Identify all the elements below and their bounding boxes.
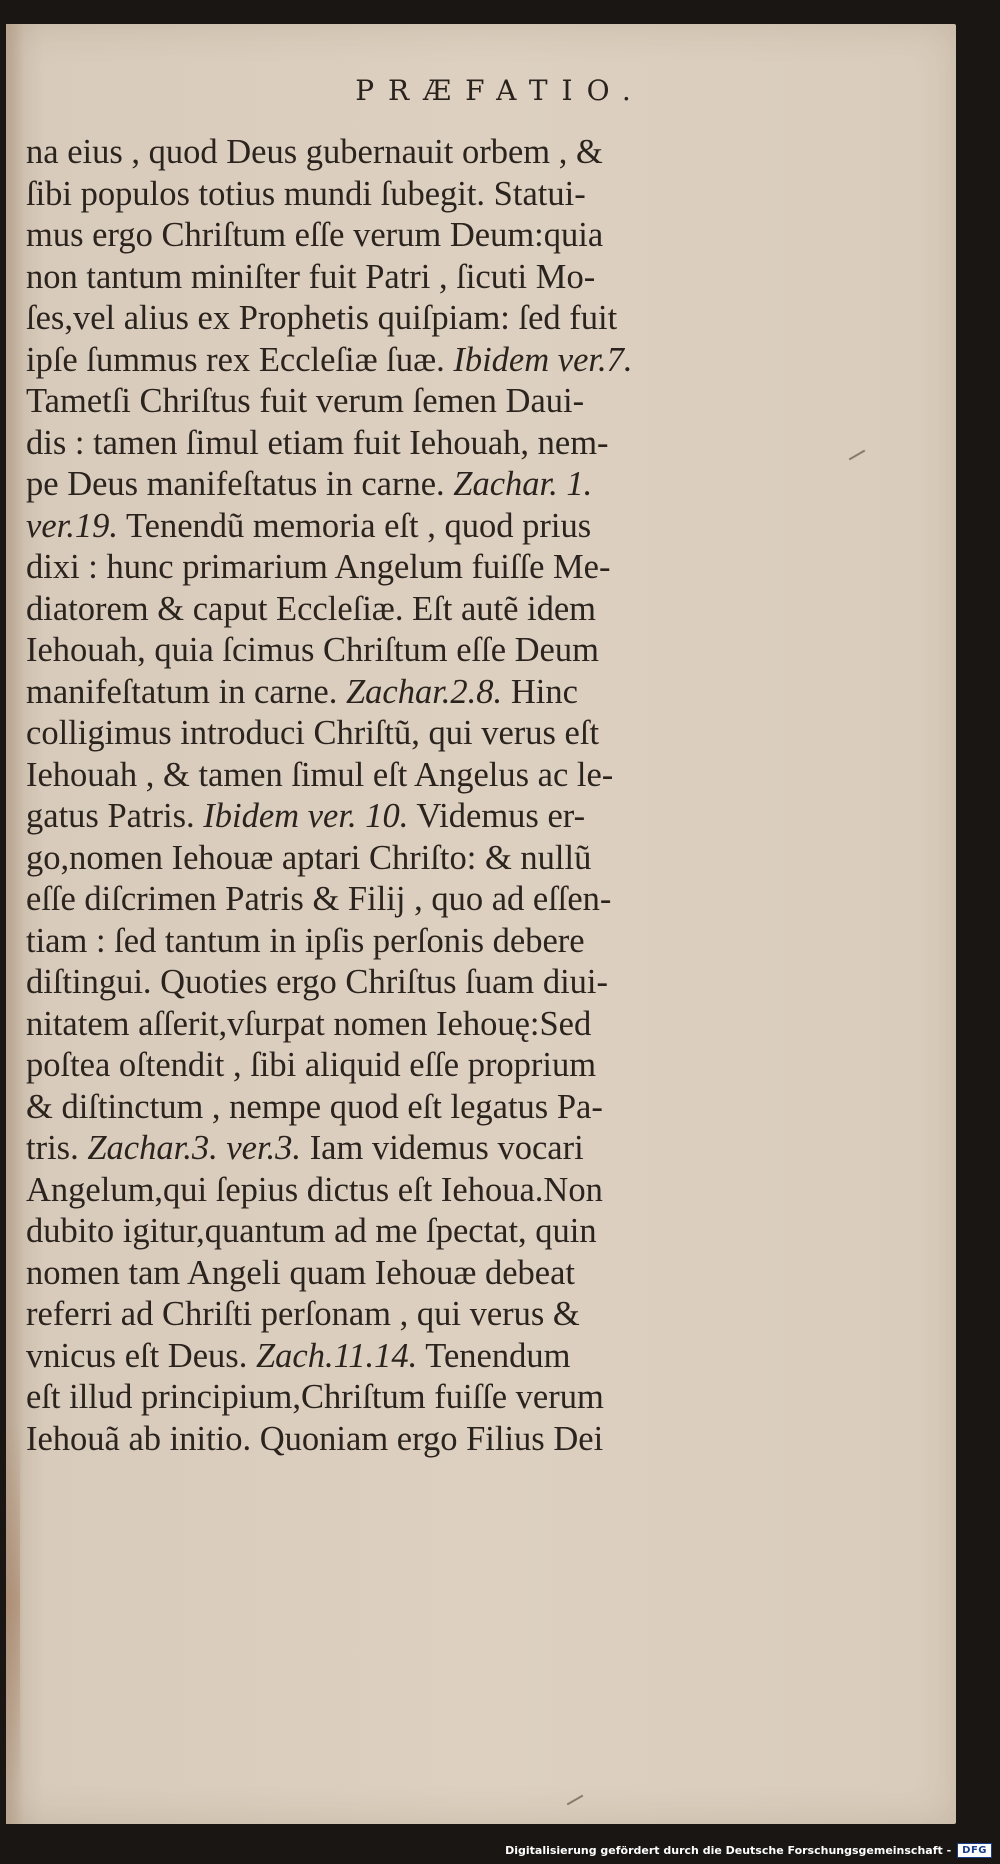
text-line: referri ad Chriſti perſonam , qui verus &: [26, 1295, 580, 1333]
text-line: eſſe diſcrimen Patris & Filij , quo ad eſſen-: [26, 880, 612, 918]
text-line: Angelum,qui ſepius dictus eſt Iehoua.Non: [26, 1170, 603, 1209]
scripture-reference: Ibidem ver. 10.: [203, 797, 409, 835]
text-line: dis : tamen ſimul etiam fuit Iehouah, nem-: [26, 423, 609, 462]
scripture-reference: Zachar.3. ver.3.: [87, 1129, 302, 1167]
text-line: Iehouah, quia ſcimus Chriſtum eſſe Deum: [26, 631, 599, 669]
text-line: dixi : hunc primarium Angelum fuiſſe Me-: [26, 548, 611, 586]
dfg-logo: DFG: [957, 1843, 992, 1858]
text-line: & diſtinctum , nempe quod eſt legatus Pa-: [26, 1087, 603, 1126]
text-line: Iehouã ab initio. Quoniam ergo Filius Dei: [26, 1419, 604, 1458]
text-line: ipſe ſummus rex Eccleſiæ ſuæ. Ibidem ver.7.: [26, 340, 633, 379]
text-line: diſtingui. Quoties ergo Chriſtus ſuam diui-: [26, 963, 609, 1001]
text-line: go,nomen Iehouæ aptari Chriſto: & nullũ: [26, 838, 592, 877]
text-line: manifeſtatum in carne. Zachar.2.8. Hinc: [26, 672, 578, 711]
scripture-reference: Ibidem ver.7.: [453, 340, 633, 379]
ink-mark: [849, 450, 866, 461]
text-line: tiam : ſed tantum in ipſis perſonis debere: [26, 921, 585, 960]
text-line: mus ergo Chriſtum eſſe verum Deum:quia: [26, 216, 604, 254]
text-line: pe Deus manifeſtatus in carne. Zachar. 1.: [26, 465, 593, 503]
text-line: poſtea oſtendit , ſibi aliquid eſſe proprium: [26, 1046, 597, 1084]
credit-text: Digitalisierung gefördert durch die Deutsche Forschungsgemeinschaft -: [505, 1843, 952, 1857]
text-line: ver.19. Tenendũ memoria eſt , quod prius: [26, 506, 592, 545]
text-line: ſibi populos totius mundi ſubegit. Statui-: [26, 174, 586, 213]
scripture-reference: ver.19.: [26, 506, 118, 545]
ink-mark: [567, 1795, 584, 1806]
digitization-credit: [505, 1840, 992, 1860]
text-line: dubito igitur,quantum ad me ſpectat, quin: [26, 1212, 597, 1250]
text-line: tris. Zachar.3. ver.3. Iam videmus vocari: [26, 1129, 584, 1167]
page-stain: [6, 1424, 20, 1784]
text-line: nitatem aſſerit,vſurpat nomen Iehouę:Sed: [26, 1004, 592, 1043]
text-line: gatus Patris. Ibidem ver. 10. Videmus er-: [26, 797, 586, 835]
scripture-reference: Zach.11.14.: [255, 1336, 418, 1375]
text-line: ſes,vel alius ex Prophetis quiſpiam: ſed fuit: [26, 299, 618, 337]
text-line: na eius , quod Deus gubernauit orbem , &: [26, 133, 603, 171]
text-line: Iehouah , & tamen ſimul eſt Angelus ac le-: [26, 755, 614, 794]
text-line: nomen tam Angeli quam Iehouæ debeat: [26, 1253, 575, 1292]
text-line: diatorem & caput Eccleſiæ. Eſt autẽ idem: [26, 589, 597, 628]
body-text: [26, 132, 666, 1460]
scripture-reference: Zachar. 1.: [453, 465, 593, 503]
text-line: eſt illud principium,Chriſtum fuiſſe verum: [26, 1378, 604, 1416]
scripture-reference: Zachar.2.8.: [345, 672, 503, 711]
running-title: PRÆFATIO.: [355, 74, 645, 107]
text-line: vnicus eſt Deus. Zach.11.14. Tenendum: [26, 1336, 571, 1375]
text-line: non tantum miniſter fuit Patri , ſicuti Mo-: [26, 257, 596, 296]
text-line: colligimus introduci Chriſtũ, qui verus eſt: [26, 714, 600, 752]
text-line: Tametſi Chriſtus fuit verum ſemen Daui-: [26, 382, 585, 420]
